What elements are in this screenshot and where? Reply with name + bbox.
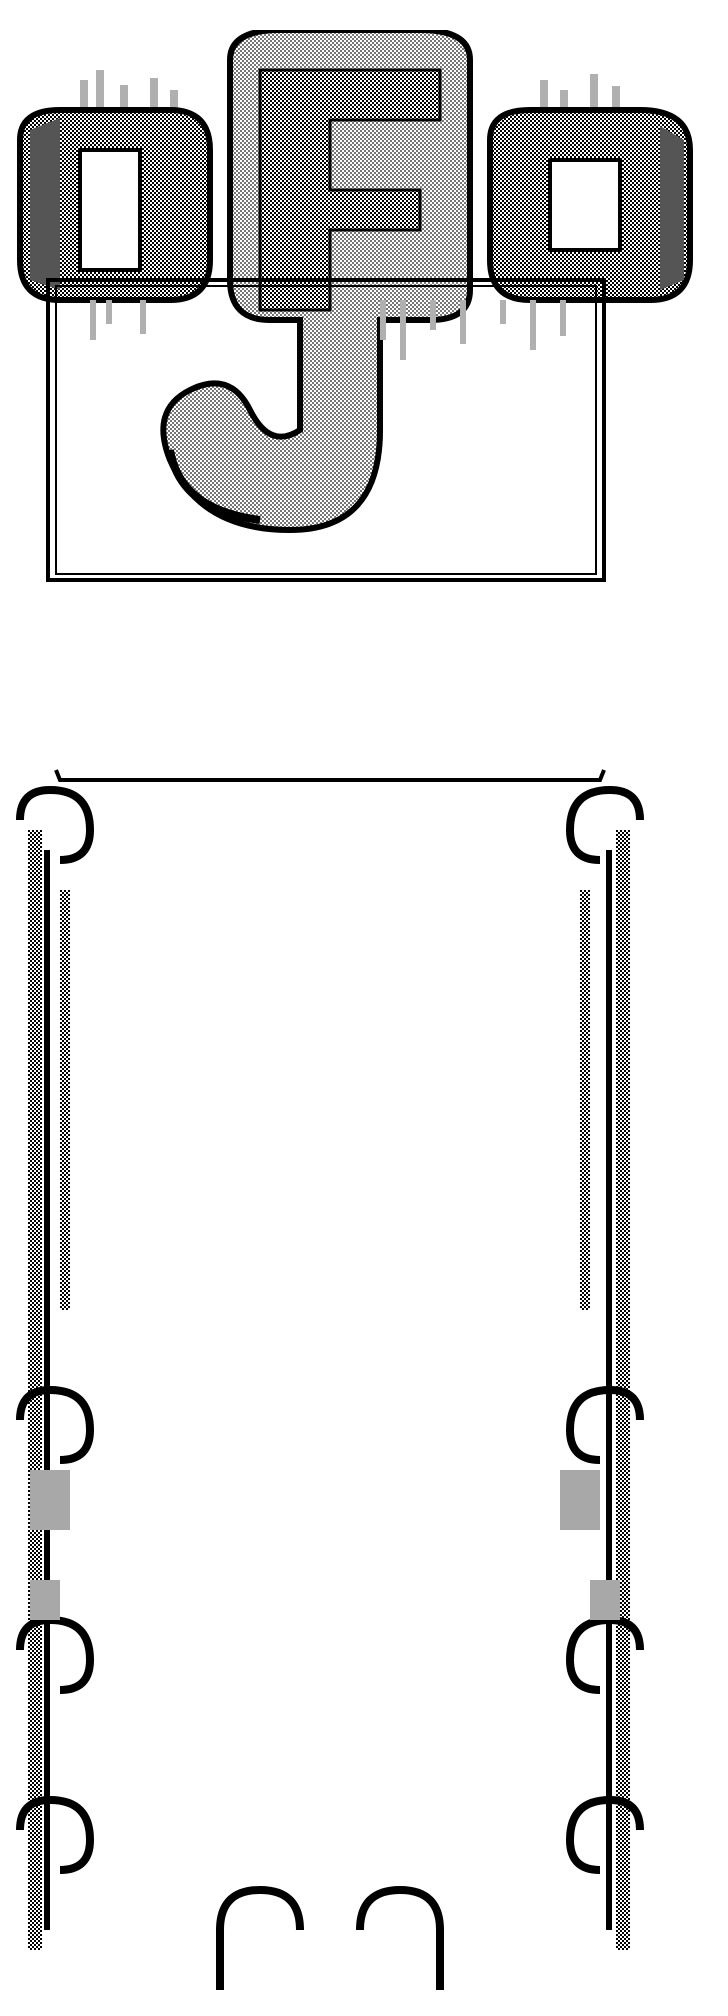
letter-n bbox=[20, 110, 210, 300]
ornament-frame bbox=[0, 590, 728, 2010]
letter-o bbox=[490, 110, 690, 300]
nfo-logo-art bbox=[0, 30, 728, 590]
